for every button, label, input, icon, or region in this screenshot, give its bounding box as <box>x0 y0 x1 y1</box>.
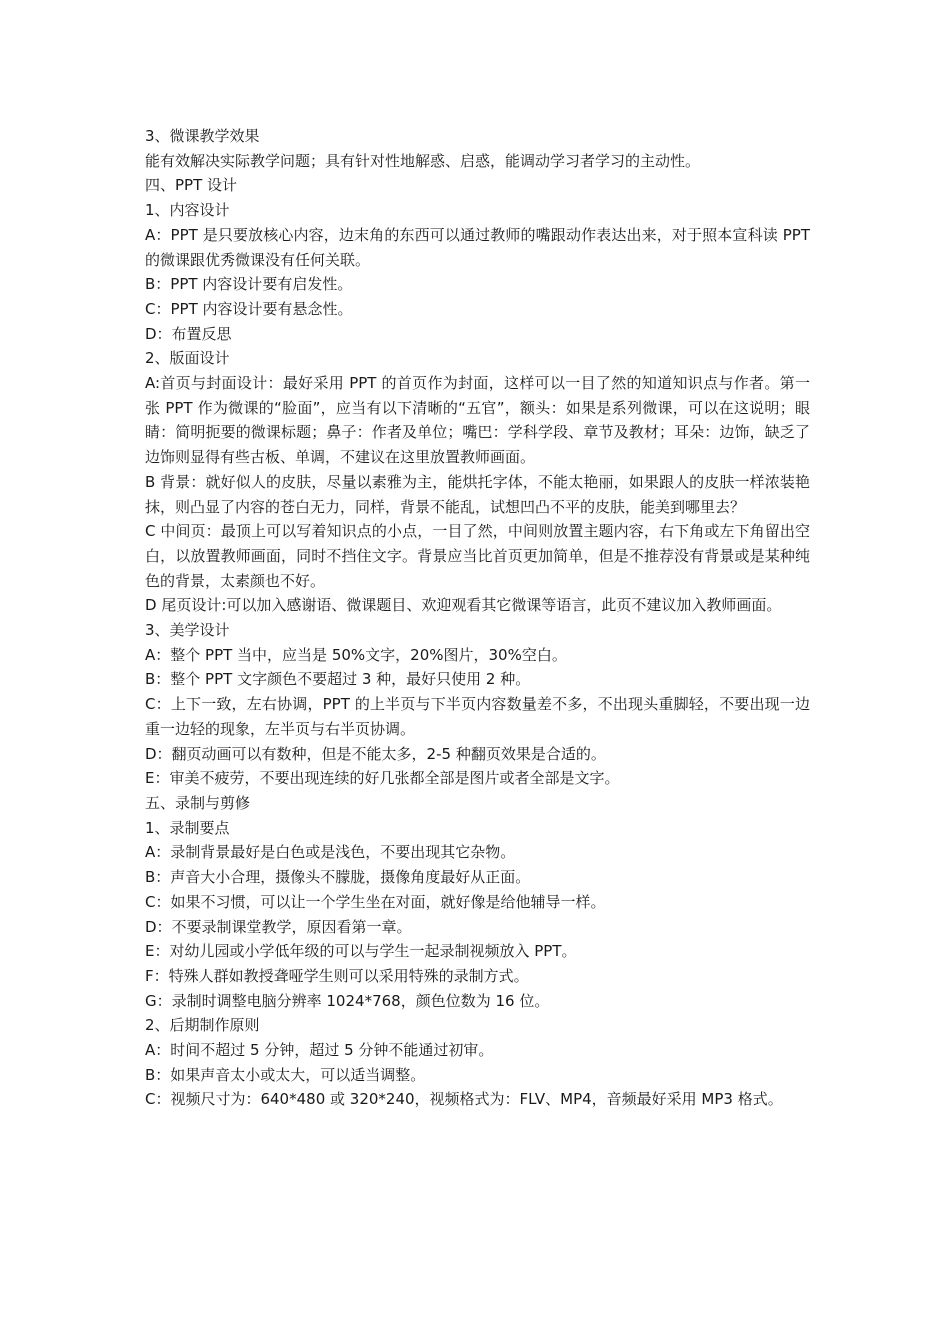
list-item: G：录制时调整电脑分辨率 1024*768，颜色位数为 16 位。 <box>145 991 550 1010</box>
list-item: D 尾页设计:可以加入感谢语、微课题目、欢迎观看其它微课等语言，此页不建议加入教师画面。 <box>145 596 782 615</box>
list-item: B：PPT 内容设计要有启发性。 <box>145 275 353 294</box>
list-item: D：不要录制课堂教学，原因看第一章。 <box>145 917 412 936</box>
list-item: A：录制背景最好是白色或是浅色，不要出现其它杂物。 <box>145 843 516 862</box>
subsection-heading: 1、录制要点 <box>145 818 230 837</box>
subsection-heading: 3、美学设计 <box>145 621 230 640</box>
subsection-heading: 2、后期制作原则 <box>145 1016 260 1035</box>
list-item: B：如果声音太小或太大，可以适当调整。 <box>145 1065 426 1084</box>
paragraph: 能有效解决实际教学问题；具有针对性地解惑、启惑，能调动学习者学习的主动性。 <box>145 151 701 170</box>
list-item: D：布置反思 <box>145 324 232 343</box>
list-item: A：时间不超过 5 分钟，超过 5 分钟不能通过初审。 <box>145 1041 494 1060</box>
subsection-heading: 1、内容设计 <box>145 201 230 220</box>
section-heading: 3、微课教学效果 <box>145 127 260 145</box>
section-heading: 五、录制与剪修 <box>145 793 251 812</box>
subsection-heading: 2、版面设计 <box>145 349 230 368</box>
list-item: E：对幼儿园或小学低年级的可以与学生一起录制视频放入 PPT。 <box>145 942 577 961</box>
list-item: B：声音大小合理，摄像头不朦胧，摄像角度最好从正面。 <box>145 868 531 887</box>
list-item: A:首页与封面设计：最好采用 PPT 的首页作为封面，这样可以一目了然的知道知识点与作者。第一张 PPT 作为微课的“脸面”，应当有以下清晰的“五官”，额头：如果是系列微课，可以在这说明；眼睛：简明扼要的微课标题；鼻子：作者及单位；嘴巴：学科学段、章节及教材；耳朵：边饰，缺乏了边饰则显得有些古板、单调，不建议在这里放置教师画面。 <box>145 374 810 467</box>
list-item: B：整个 PPT 文字颜色不要超过 3 种，最好只使用 2 种。 <box>145 670 531 689</box>
list-item: C：视频尺寸为：640*480 或 320*240，视频格式为：FLV、MP4，音频最好采用 MP3 格式。 <box>145 1090 783 1109</box>
document-page <box>145 124 810 1112</box>
list-item: A：PPT 是只要放核心内容，边末角的东西可以通过教师的嘴跟动作表达出来，对于照本宣科读 PPT 的微课跟优秀微课没有任何关联。 <box>145 225 810 269</box>
list-item: C：PPT 内容设计要有悬念性。 <box>145 299 353 318</box>
list-item: A：整个 PPT 当中，应当是 50%文字，20%图片，30%空白。 <box>145 645 567 664</box>
section-heading: 四、PPT 设计 <box>145 176 238 195</box>
list-item: F：特殊人群如教授聋哑学生则可以采用特殊的录制方式。 <box>145 966 529 985</box>
list-item: C：如果不习惯，可以让一个学生坐在对面，就好像是给他辅导一样。 <box>145 892 606 911</box>
list-item: E：审美不疲劳，不要出现连续的好几张都全部是图片或者全部是文字。 <box>145 769 620 788</box>
list-item: C：上下一致，左右协调，PPT 的上半页与下半页内容数量差不多，不出现头重脚轻，不要出现一边重一边轻的现象，左半页与右半页协调。 <box>145 695 810 738</box>
list-item: D：翻页动画可以有数种，但是不能太多，2-5 种翻页效果是合适的。 <box>145 744 606 763</box>
list-item: C 中间页：最顶上可以写着知识点的小点，一目了然，中间则放置主题内容，右下角或左下角留出空白，以放置教师画面，同时不挡住文字。背景应当比首页更加简单，但是不推荐没有背景或是某种纯色的背景，太素颜也不好。 <box>145 522 810 590</box>
list-item: B 背景：就好似人的皮肤，尽量以素雅为主，能烘托字体，不能太艳丽，如果跟人的皮肤一样浓装艳抹，则凸显了内容的苍白无力，同样，背景不能乱，试想凹凸不平的皮肤，能美到哪里去？ <box>145 472 810 516</box>
